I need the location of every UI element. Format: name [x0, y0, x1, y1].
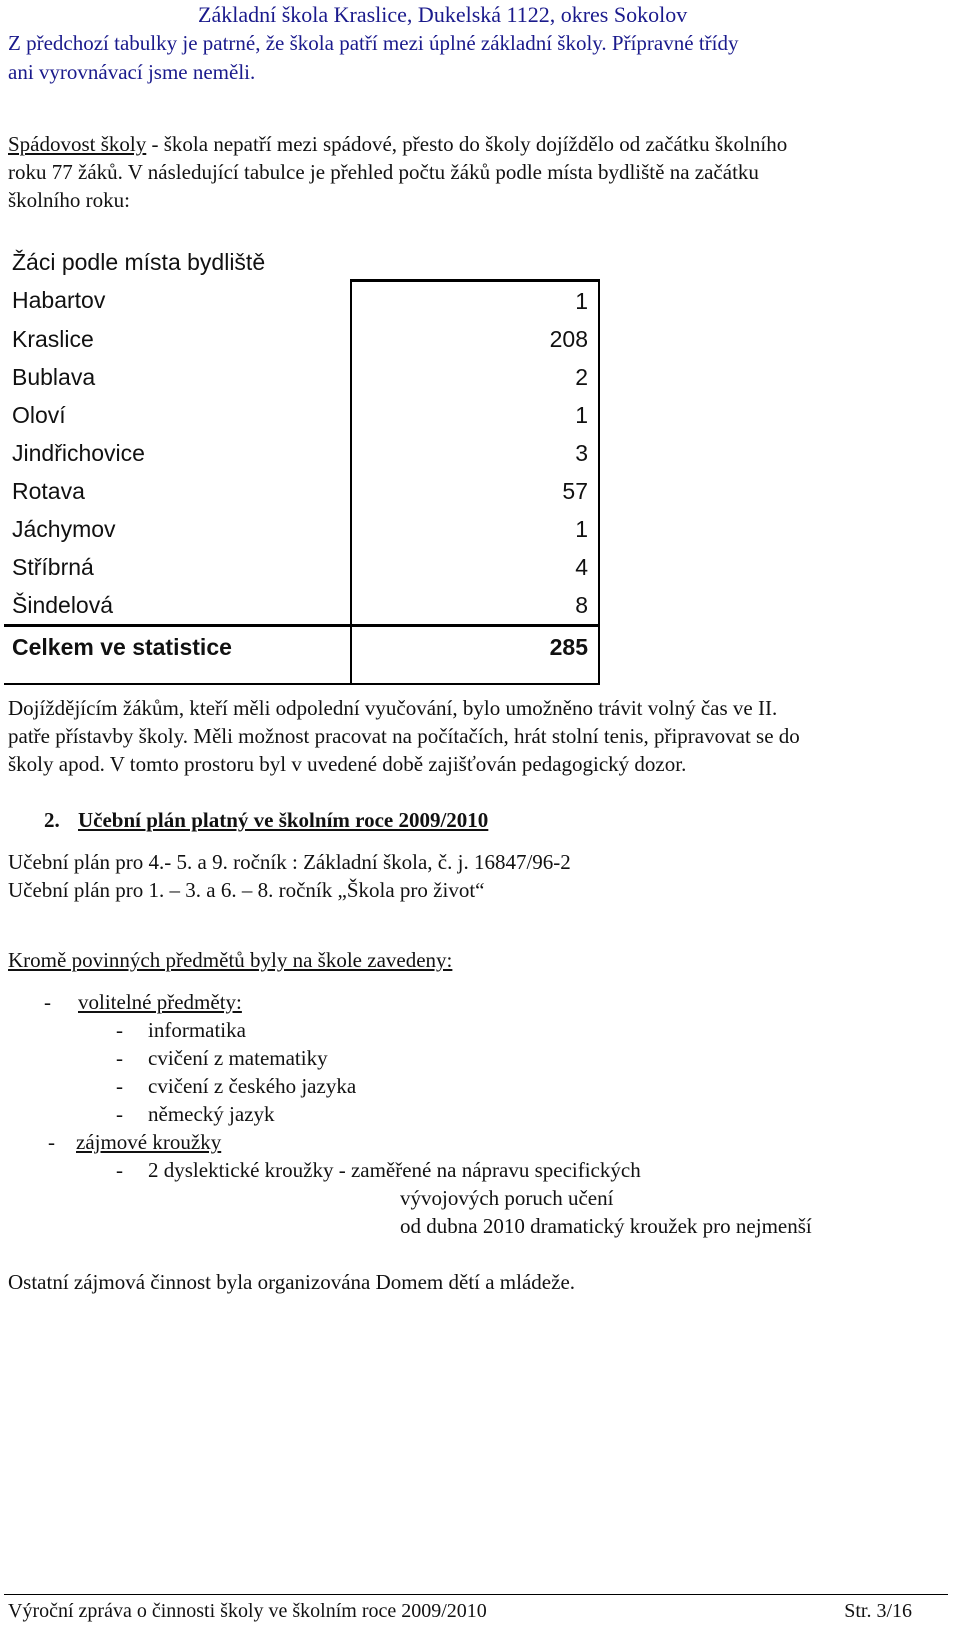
club-2: od dubna 2010 dramatický kroužek pro nejmenší: [400, 1214, 812, 1238]
spadovost-line-3: školního roku:: [8, 188, 130, 212]
table-row: [4, 586, 599, 626]
elective-item: cvičení z českého jazyka: [148, 1074, 357, 1098]
table-row: [4, 320, 599, 358]
place-cell: Habartov: [4, 281, 351, 321]
elective-item: informatika: [148, 1018, 246, 1042]
table-row: [4, 472, 599, 510]
table-row: [4, 548, 599, 586]
commuters-line-2: patře přístavby školy. Měli možnost pracovat na počítačích, hrát stolní tenis, připravovat se do: [8, 724, 800, 748]
total-row: [4, 626, 599, 668]
table-row: [4, 434, 599, 472]
count-cell: 1: [351, 510, 599, 548]
table-row: [4, 510, 599, 548]
intro-line-1: Z předchozí tabulky je patrné, že škola patří mezi úplné základní školy. Přípravné třídy: [8, 31, 739, 55]
elective-dash: -: [44, 990, 51, 1014]
table-row: [4, 358, 599, 396]
count-cell: 2: [351, 358, 599, 396]
place-cell: Jáchymov: [4, 510, 351, 548]
count-cell: 4: [351, 548, 599, 586]
place-cell: Šindelová: [4, 586, 351, 626]
footer-page-number: Str. 3/16: [844, 1600, 912, 1622]
extra-heading: Kromě povinných předmětů byly na škole zavedeny:: [8, 948, 453, 972]
club-dash-1: -: [116, 1158, 123, 1182]
elective-label: volitelné předměty:: [78, 990, 242, 1014]
page-header: Základní škola Kraslice, Dukelská 1122, okres Sokolov: [198, 2, 688, 27]
elective-dash-2: -: [116, 1046, 123, 1070]
footer-left: Výroční zpráva o činnosti školy ve školním roce 2009/2010: [8, 1600, 487, 1622]
table-row: [4, 396, 599, 434]
place-cell: Stříbrná: [4, 548, 351, 586]
place-cell: Kraslice: [4, 320, 351, 358]
table-bottom-cell: [351, 667, 599, 684]
table-bottom-cell: [4, 667, 351, 684]
elective-item: německý jazyk: [148, 1102, 275, 1126]
section-2-number: 2.: [44, 808, 60, 832]
place-cell: Rotava: [4, 472, 351, 510]
plan-line-1: Učební plán pro 4.- 5. a 9. ročník : Základní škola, č. j. 16847/96-2: [8, 850, 571, 874]
footer-divider: [4, 1594, 948, 1595]
spadovost-line-1: [8, 130, 787, 159]
count-cell: 1: [351, 281, 599, 321]
clubs-label: zájmové kroužky: [76, 1130, 222, 1154]
elective-dash-1: -: [116, 1018, 123, 1042]
spadovost-line-1-rest: - škola nepatří mezi spádové, přesto do školy dojíždělo od začátku školního: [146, 132, 788, 156]
intro-line-2: ani vyrovnávací jsme neměli.: [8, 60, 256, 84]
count-cell: 208: [351, 320, 599, 358]
closing-text: Ostatní zájmová činnost byla organizována Domem dětí a mládeže.: [8, 1270, 576, 1294]
spadovost-line-2: roku 77 žáků. V následující tabulce je přehled počtu žáků podle místa bydliště na začátku: [8, 160, 759, 184]
residence-table: [4, 279, 600, 685]
plan-line-2: Učební plán pro 1. – 3. a 6. – 8. ročník „Škola pro život“: [8, 878, 485, 902]
table-row: [4, 281, 599, 321]
count-cell: 1: [351, 396, 599, 434]
table-bottom: [4, 667, 599, 684]
count-cell: 57: [351, 472, 599, 510]
residence-table-caption: Žáci podle místa bydliště: [12, 249, 266, 275]
place-cell: Bublava: [4, 358, 351, 396]
total-value: 285: [351, 626, 599, 668]
elective-dash-3: -: [116, 1074, 123, 1098]
clubs-dash: -: [48, 1130, 55, 1154]
commuters-line-1: Dojíždějícím žákům, kteří měli odpolední vyučování, bylo umožněno trávit volný čas ve II.: [8, 696, 778, 720]
elective-item: cvičení z matematiky: [148, 1046, 328, 1070]
place-cell: Jindřichovice: [4, 434, 351, 472]
count-cell: 8: [351, 586, 599, 626]
section-2-title: Učební plán platný ve školním roce 2009/2010: [78, 808, 489, 832]
total-label: Celkem ve statistice: [4, 626, 351, 668]
commuters-line-3: školy apod. V tomto prostoru byl v uvedené době zajišťován pedagogický dozor.: [8, 752, 687, 776]
club-1-line-1: 2 dyslektické kroužky - zaměřené na nápravu specifických: [148, 1158, 641, 1182]
count-cell: 3: [351, 434, 599, 472]
spadovost-term: Spádovost školy: [8, 132, 147, 156]
place-cell: Oloví: [4, 396, 351, 434]
elective-dash-4: -: [116, 1102, 123, 1126]
club-1-line-2: vývojových poruch učení: [400, 1186, 614, 1210]
